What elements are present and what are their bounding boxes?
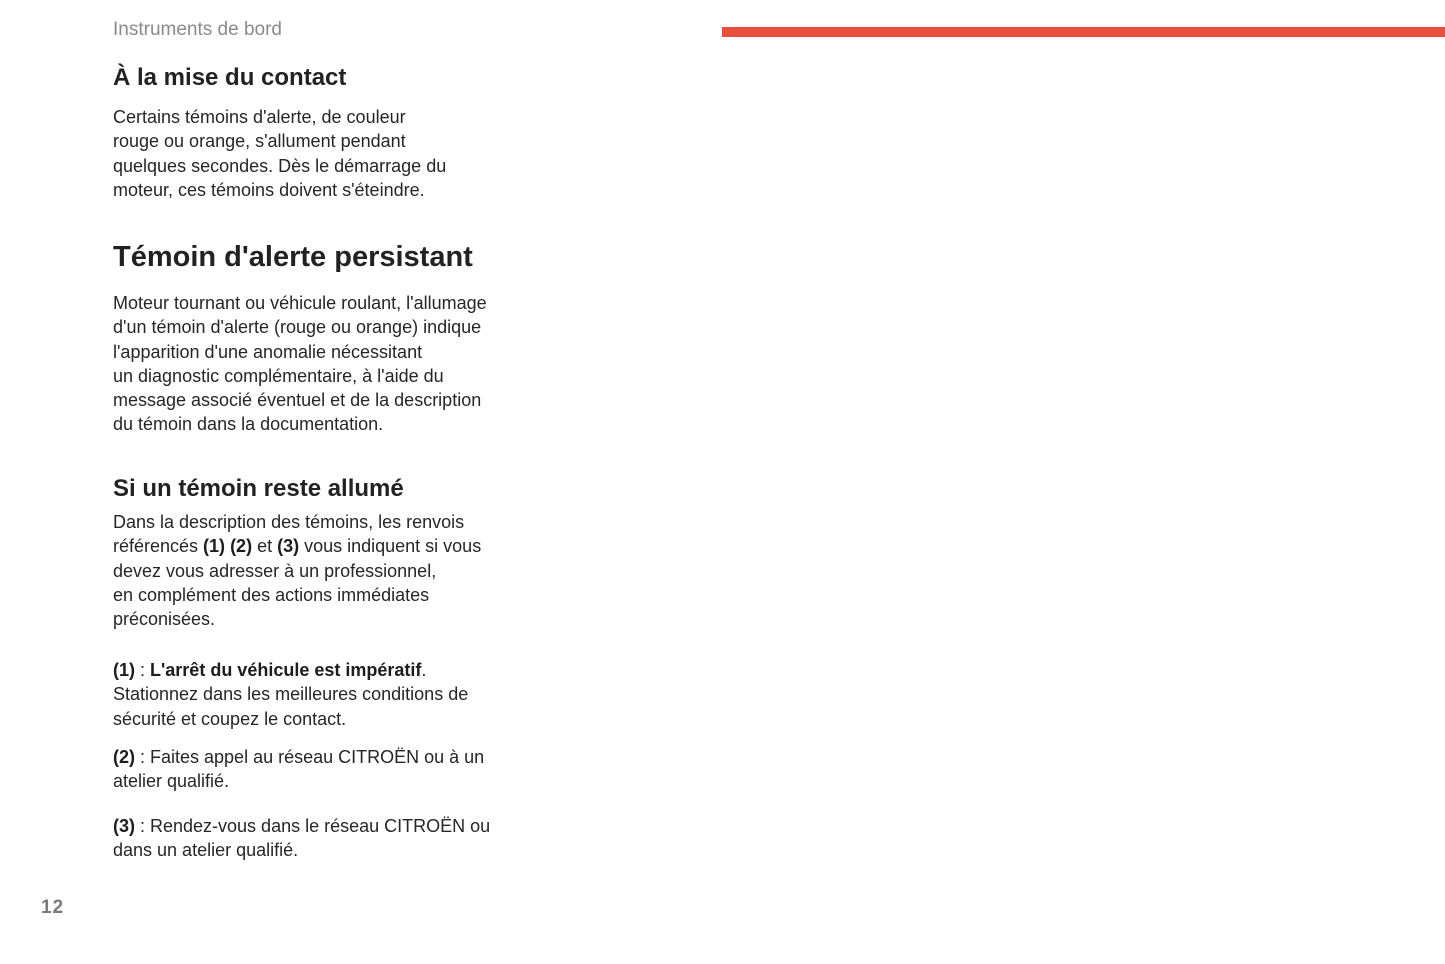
reference-1: (1) — [203, 536, 226, 557]
text-line: devez vous adresser à un professionnel, — [113, 560, 437, 581]
text-line: l'apparition d'une anomalie nécessitant — [113, 341, 423, 362]
note-3-ref: (3) — [113, 816, 135, 836]
text-line: Dans la description des témoins, les renvois — [113, 512, 465, 532]
heading-persistent-warning: Témoin d'alerte persistant — [113, 241, 473, 273]
heading-ignition: À la mise du contact — [113, 64, 347, 91]
text-line: préconisées. — [113, 609, 216, 630]
text-line: d'un témoin d'alerte (rouge ou orange) indique — [113, 317, 482, 338]
accent-bar — [722, 27, 1445, 37]
text-fragment: : Faites appel au réseau CITROËN ou à un — [135, 747, 485, 767]
text-line: moteur, ces témoins doivent s'éteindre. — [113, 179, 425, 200]
text-fragment: référencés — [113, 536, 204, 557]
text-line: message associé éventuel et de la description — [113, 390, 482, 411]
text-line: en complément des actions immédiates — [113, 584, 430, 605]
text-line: du témoin dans la documentation. — [113, 414, 384, 435]
paragraph-persistent-warning — [113, 291, 487, 437]
paragraph-ignition — [113, 105, 446, 202]
note-2 — [113, 745, 484, 794]
text-line: sécurité et coupez le contact. — [113, 708, 347, 729]
section-label: Instruments de bord — [113, 19, 282, 40]
text-line: Stationnez dans les meilleures conditions de — [113, 684, 469, 705]
note-3 — [113, 814, 490, 863]
heading-light-stays-on: Si un témoin reste allumé — [113, 475, 404, 502]
note-2-ref: (2) — [113, 747, 135, 767]
text-fragment: : — [135, 660, 151, 680]
text-fragment: : Rendez-vous dans le réseau CITROËN ou — [135, 816, 491, 836]
text-line: Moteur tournant ou véhicule roulant, l'allumage — [113, 293, 487, 313]
text-line — [113, 658, 468, 682]
note-1 — [113, 658, 468, 731]
text-line: rouge ou orange, s'allument pendant — [113, 131, 406, 152]
text-fragment: vous indiquent si vous — [299, 536, 482, 557]
text-line: quelques secondes. Dès le démarrage du — [113, 155, 447, 176]
text-line: Certains témoins d'alerte, de couleur — [113, 107, 406, 127]
text-line: un diagnostic complémentaire, à l'aide du — [113, 365, 444, 386]
text-line — [113, 745, 484, 769]
text-line — [113, 534, 481, 558]
paragraph-references-intro — [113, 510, 481, 631]
text-fragment: et — [252, 536, 278, 557]
page-number: 12 — [41, 897, 65, 918]
text-fragment: . — [421, 660, 427, 680]
text-line: dans un atelier qualifié. — [113, 840, 299, 861]
note-1-emphasis: L'arrêt du véhicule est impératif — [150, 660, 422, 680]
text-line: atelier qualifié. — [113, 771, 230, 792]
reference-3: (3) — [277, 536, 300, 557]
reference-2: (2) — [230, 536, 253, 557]
note-1-ref: (1) — [113, 660, 135, 680]
text-line — [113, 814, 490, 838]
